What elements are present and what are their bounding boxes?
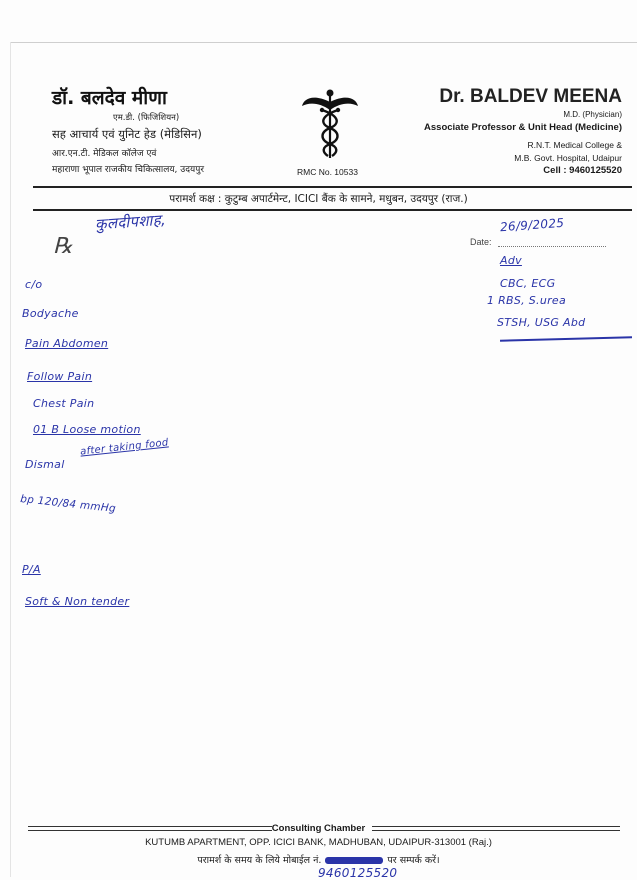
handwritten-note: Follow Pain [27, 370, 93, 383]
handwritten-note: Soft & Non tender [25, 595, 130, 608]
footer-contact-line [0, 853, 637, 866]
redacted-number [325, 857, 383, 864]
handwritten-note: STSH, USG Abd [497, 316, 586, 329]
handwritten-note: Adv [500, 254, 522, 267]
college-english-line1: R.N.T. Medical College & [527, 140, 622, 150]
handwritten-footer-number: 9460125520 [318, 866, 398, 880]
handwritten-note: bp 120/84 mmHg [19, 493, 117, 515]
college-english-line2: M.B. Govt. Hospital, Udaipur [514, 153, 622, 163]
footer-rule-right [372, 826, 620, 827]
college-hindi-line2: महाराणा भूपाल राजकीय चिकित्सालय, उदयपुर [52, 165, 204, 175]
doctor-name-hindi: डॉ. बलदेव मीणा [52, 87, 167, 109]
rx-symbol: ℞ [53, 234, 73, 259]
degree-english: M.D. (Physician) [563, 110, 622, 119]
handwritten-note: c/o [25, 278, 43, 291]
handwritten-note: CBC, ECG [500, 277, 556, 290]
handwritten-date: 26/9/2025 [499, 215, 565, 235]
cell-number: Cell : 9460125520 [543, 165, 622, 176]
header-rule-top [33, 186, 632, 188]
handwritten-note: P/A [22, 563, 41, 576]
date-label: Date: [470, 237, 492, 247]
handwritten-note: Chest Pain [33, 397, 95, 410]
handwritten-note: Bodyache [22, 307, 79, 320]
designation-hindi: सह आचार्य एवं युनिट हेड (मेडिसिन) [52, 127, 202, 141]
handwritten-underline [500, 336, 632, 341]
handwritten-note: after taking food [79, 437, 170, 458]
doctor-name-english: Dr. BALDEV MEENA [439, 86, 622, 107]
handwritten-note: Pain Abdomen [25, 337, 109, 350]
degree-hindi: एम.डी. (फिजिशियन) [113, 113, 180, 123]
consulting-address: परामर्श कक्ष : कुटुम्ब अपार्टमेन्ट, ICICI बैंक के सामने, मधुबन, उदयपुर (राज.) [169, 193, 468, 205]
footer-rule-right-2 [372, 830, 620, 831]
page-top-edge [10, 42, 637, 43]
header-rule-bottom [33, 209, 632, 211]
handwritten-note: 1 RBS, S.urea [487, 294, 567, 307]
handwritten-note: 01 B Loose motion [33, 423, 141, 436]
footer-address: KUTUMB APARTMENT, OPP. ICICI BANK, MADHUBAN, UDAIPUR-313001 (Raj.) [145, 837, 492, 848]
page-left-edge [10, 42, 11, 877]
handwritten-patient-name: कुलदीपशाह, [94, 210, 167, 234]
footer-title: Consulting Chamber [271, 823, 366, 834]
footer-contact-suffix: पर सम्पर्क करें। [387, 855, 440, 866]
rmc-number: RMC No. 10533 [297, 167, 358, 177]
handwritten-note: Dismal [25, 458, 65, 471]
date-line [498, 246, 606, 247]
caduceus-icon [300, 86, 360, 162]
designation-english: Associate Professor & Unit Head (Medicine) [424, 122, 622, 133]
footer-contact-prefix: परामर्श के समय के लिये मोबाईल नं. [197, 855, 322, 866]
college-hindi-line1: आर.एन.टी. मेडिकल कॉलेज एवं [52, 149, 157, 159]
